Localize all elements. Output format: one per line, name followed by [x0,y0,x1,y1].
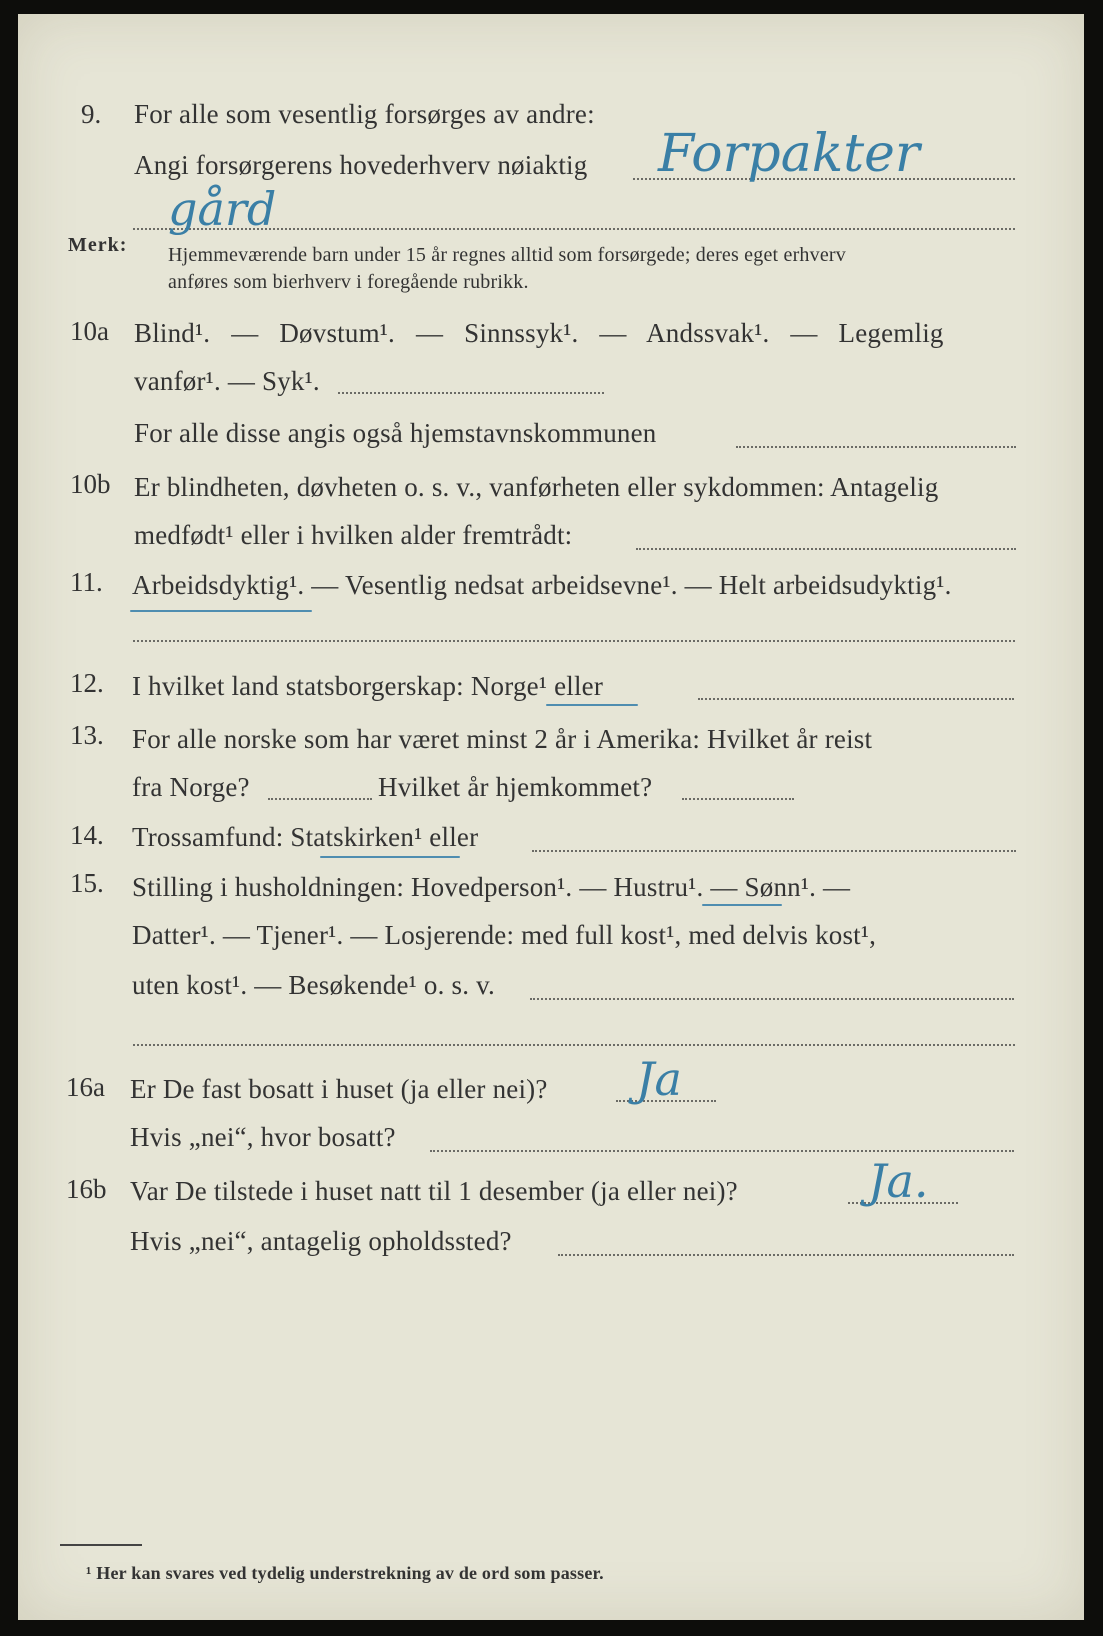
q16b-handwritten-answer: Ja. [868,1154,929,1208]
q16b-text-line2: Hvis „nei“, antagelig opholdssted? [130,1226,512,1256]
q10a-text-line3: For alle disse angis også hjemstavnskommunen [134,418,657,448]
q14-answer-underline [320,856,460,858]
q16b-number: 16b [66,1174,107,1204]
q10a-answer-line-2 [736,446,1016,448]
q12-text: I hvilket land statsborgerskap: Norge¹ eller [132,671,604,701]
q13-answer-line-2 [682,798,794,800]
footnote-rule [60,1544,142,1546]
q9-handwritten-answer-2: gård [168,182,277,236]
q10a-text-line2: vanfør¹. — Syk¹. [134,366,320,396]
q15-answer-line-2 [133,1044,1015,1046]
merk-label: Merk: [68,234,128,256]
q11-answer-line [133,640,1015,642]
footnote-text: ¹ Her kan svares ved tydelig understrekning av de ord som passer. [86,1563,604,1583]
q10b-text-line2: medfødt¹ eller i hvilken alder fremtrådt: [134,520,573,550]
q15-text-line1: Stilling i husholdningen: Hovedperson¹. — Hustru¹. — Sønn¹. — [132,872,851,902]
q10a-text-line1: Blind¹. — Døvstum¹. — Sinnssyk¹. — Andssvak¹. — Legemlig [134,318,944,348]
q15-text-line3: uten kost¹. — Besøkende¹ o. s. v. [132,970,496,1000]
census-form-page [18,14,1084,1620]
q12-answer-line [698,698,1014,700]
q12-number: 12. [70,668,104,698]
merk-text-line2: anføres som bierhverv i foregående rubrikk. [168,271,529,293]
q10b-text-line1: Er blindheten, døvheten o. s. v., vanførheten eller sykdommen: Antagelig [134,472,939,502]
q9-text-line2: Angi forsørgerens hovederhverv nøiaktig [134,150,588,180]
q15-answer-line [530,998,1014,1000]
q10b-number: 10b [70,469,111,499]
q16a-answer-line-2 [430,1150,1014,1152]
q13-answer-line-1 [268,798,372,800]
q10a-answer-line [338,392,604,394]
q16a-text-line2: Hvis „nei“, hvor bosatt? [130,1122,396,1152]
q13-number: 13. [70,720,104,750]
q10b-answer-line [636,548,1016,550]
q13-text-line1: For alle norske som har været minst 2 år i Amerika: Hvilket år reist [132,724,873,754]
q11-answer-underline [130,610,312,612]
q12-answer-underline [546,704,638,706]
q15-number: 15. [70,868,104,898]
q16a-handwritten-answer: Ja [636,1052,682,1106]
q14-text: Trossamfund: Statskirken¹ eller [132,822,479,852]
q11-text: Arbeidsdyktig¹. — Vesentlig nedsat arbeidsevne¹. — Helt arbeidsudyktig¹. [132,570,952,600]
q10a-number: 10a [70,316,109,346]
q16a-number: 16a [66,1072,105,1102]
q9-text-line1: For alle som vesentlig forsørges av andre: [134,99,595,129]
q16b-answer-line-2 [558,1254,1014,1256]
merk-text-line1: Hjemmeværende barn under 15 år regnes alltid som forsørgede; deres eget erhverv [168,244,846,266]
q16a-text-line1: Er De fast bosatt i huset (ja eller nei)? [130,1074,548,1104]
q9-handwritten-answer: Forpakter [658,124,920,184]
q14-number: 14. [70,820,104,850]
q9-number: 9. [81,99,102,129]
q15-answer-underline [702,904,782,906]
q16b-text-line1: Var De tilstede i huset natt til 1 desember (ja eller nei)? [130,1176,738,1206]
q11-number: 11. [70,567,103,597]
q14-answer-line [532,850,1016,852]
q15-text-line2: Datter¹. — Tjener¹. — Losjerende: med full kost¹, med delvis kost¹, [132,920,877,950]
q13-text-line2b: Hvilket år hjemkommet? [378,772,653,802]
q13-text-line2a: fra Norge? [132,772,250,802]
